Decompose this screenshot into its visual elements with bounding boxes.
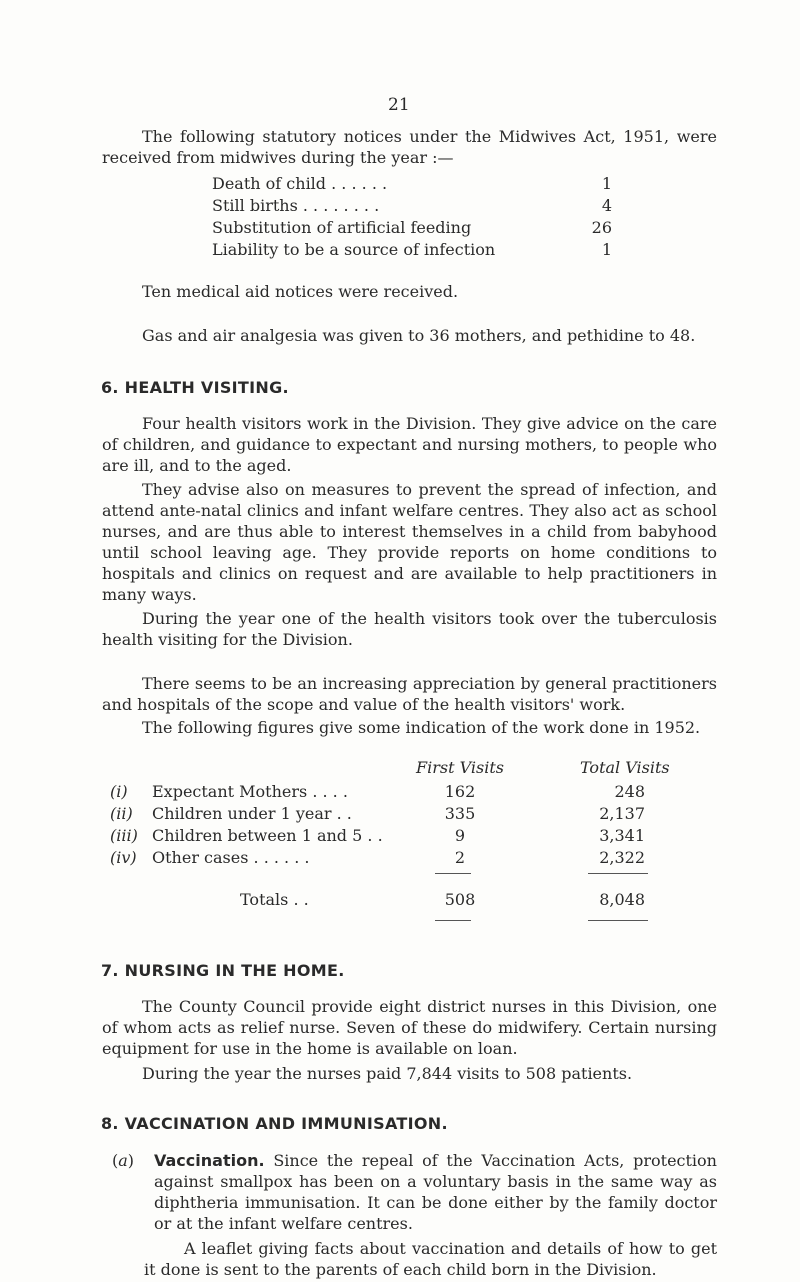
table-row xyxy=(110,804,680,826)
section-7-heading: 7. NURSING IN THE HOME. xyxy=(101,961,345,980)
list-item xyxy=(212,196,612,218)
vaccination-subsection xyxy=(112,1150,717,1234)
notice-value: 1 xyxy=(601,240,612,259)
total-visits-cell: 3,341 xyxy=(599,826,645,845)
row-number: (iv) xyxy=(110,848,137,867)
first-visits-cell: 335 xyxy=(444,804,476,823)
notice-label: Substitution of artificial feeding xyxy=(212,218,472,237)
total-visits-cell: 2,322 xyxy=(599,848,645,867)
section-6-paragraph-2: They advise also on measures to prevent the spread of infection, and attend ante-natal clinics and infant welfare centres. They also act as school nurses, and are thus able to interest themselves in a child from babyhood until school leaving age. They provide reports on home conditions to hospitals and clinics on request and are available to help practitioners in many ways. xyxy=(102,480,717,604)
row-number: (i) xyxy=(110,782,128,801)
section-6-heading: 6. HEALTH VISITING. xyxy=(101,378,289,397)
notice-value: 4 xyxy=(601,196,612,215)
section-6-paragraph-4: There seems to be an increasing appreciation by general practitioners and hospitals of the scope and value of the health visitors' work. xyxy=(102,674,717,714)
analgesia-paragraph: Gas and air analgesia was given to 36 mothers, and pethidine to 48. xyxy=(142,326,696,345)
list-item xyxy=(212,240,612,262)
subsection-label: (a) xyxy=(112,1151,135,1170)
table-row xyxy=(110,826,680,848)
notice-label: Still births . . . . . . . . xyxy=(212,196,380,215)
table-rule xyxy=(435,920,471,921)
row-number: (ii) xyxy=(110,804,133,823)
first-visits-cell: 162 xyxy=(444,782,476,801)
table-row xyxy=(110,782,680,804)
totals-label: Totals . . xyxy=(240,890,309,909)
row-number: (iii) xyxy=(110,826,138,845)
section-6-paragraph-1: Four health visitors work in the Division. They give advice on the care of children, and guidance to expectant and nursing mothers, to people who are ill, and to the aged. xyxy=(102,414,717,475)
intro-paragraph: The following statutory notices under the Midwives Act, 1951, were received from midwives during the year :— xyxy=(102,127,717,167)
notice-label: Death of child . . . . . . xyxy=(212,174,388,193)
row-label: Other cases . . . . . . xyxy=(152,848,310,867)
total-visits-cell: 248 xyxy=(614,782,645,801)
medical-aid-paragraph: Ten medical aid notices were received. xyxy=(142,282,459,301)
table-row xyxy=(110,848,680,870)
total-visits-cell: 2,137 xyxy=(599,804,645,823)
first-visits-cell: 2 xyxy=(454,848,466,867)
column-header-first-visits: First Visits xyxy=(416,758,504,777)
page-number: 21 xyxy=(388,95,410,115)
vaccination-paragraph xyxy=(112,1150,717,1234)
leaflet-paragraph: A leaflet giving facts about vaccination and details of how to get it done is sent to the parents of each child born in the Division. xyxy=(144,1239,717,1279)
section-8-heading: 8. VACCINATION AND IMMUNISATION. xyxy=(101,1114,448,1133)
table-rule xyxy=(435,873,471,874)
section-6-paragraph-5: The following figures give some indication of the work done in 1952. xyxy=(142,718,701,737)
vaccination-title: Vaccination. xyxy=(154,1151,265,1170)
first-visits-cell: 9 xyxy=(454,826,466,845)
section-7-paragraph-2: During the year the nurses paid 7,844 visits to 508 patients. xyxy=(142,1064,633,1083)
row-label: Children between 1 and 5 . . xyxy=(152,826,383,845)
list-item xyxy=(212,174,612,196)
notice-value: 26 xyxy=(591,218,612,237)
section-7-paragraph-1: The County Council provide eight district nurses in this Division, one of whom acts as relief nurse. Seven of these do midwifery. Certain nursing equipment for use in the home is available on loan. xyxy=(102,997,717,1058)
totals-first-visits: 508 xyxy=(444,890,476,909)
totals-row xyxy=(110,890,680,912)
row-label: Children under 1 year . . xyxy=(152,804,352,823)
row-label: Expectant Mothers . . . . xyxy=(152,782,348,801)
table-rule xyxy=(588,873,648,874)
section-6-paragraph-3: During the year one of the health visitors took over the tuberculosis health visiting for the Division. xyxy=(102,609,717,649)
totals-total-visits: 8,048 xyxy=(599,890,645,909)
list-item xyxy=(212,218,612,240)
table-rule xyxy=(588,920,648,921)
subsection-letter: a xyxy=(118,1151,128,1170)
notice-value: 1 xyxy=(601,174,612,193)
column-header-total-visits: Total Visits xyxy=(580,758,670,777)
notice-label: Liability to be a source of infection xyxy=(212,240,496,259)
vaccination-text: Since the repeal of the Vaccination Acts, protection against smallpox has been on a voluntary basis in the same way as diphtheria immunisation. It can be done either by the family doctor or at the infant welfare centres. xyxy=(154,1151,717,1233)
